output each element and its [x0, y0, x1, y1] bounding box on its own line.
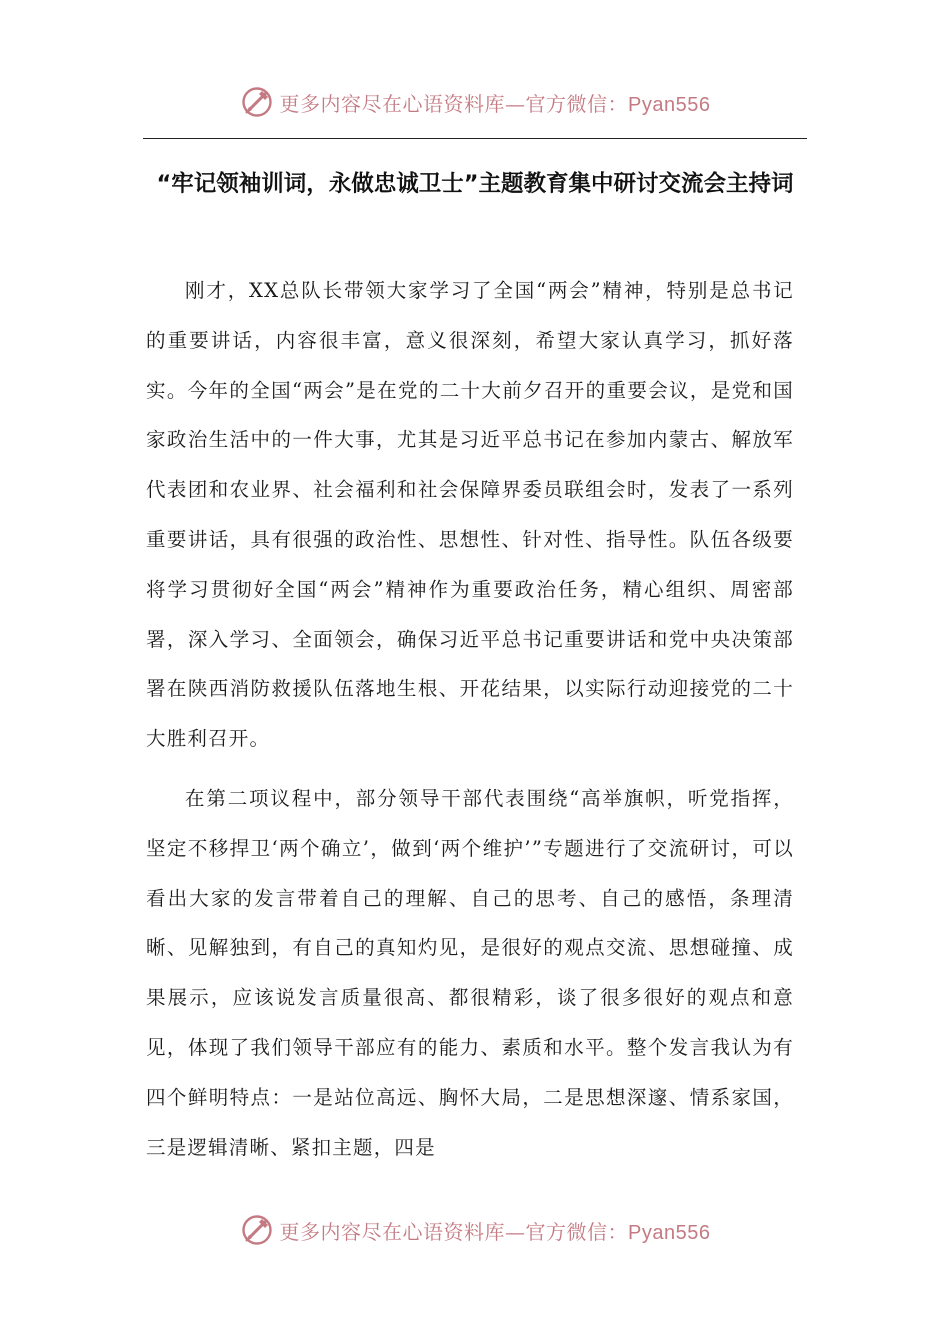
document-title: “牢记领袖训词，永做忠诚卫士”主题教育集中研讨交流会主持词 — [156, 171, 794, 197]
watermark-text — [280, 88, 711, 117]
header-divider — [143, 138, 807, 139]
paragraph-2: 在第二项议程中，部分领导干部代表围绕“高举旗帜，听党指挥，坚定不移捍卫‘两个确立’，做到‘两个维护’”专题进行了交流研讨，可以看出大家的发言带着自己的理解、自己的思考、自己的感悟，条理清晰、见解独到，有自己的真知灼见，是很好的观点交流、思想碰撞、成果展示，应该说发言质量很高、都很精彩，谈了很多很好的观点和意见，体现了我们领导干部应有的能力、素质和水平。整个发言我认为有四个鲜明特点：一是站位高远、胸怀大局，二是思想深邃、情系家国，三是逻辑清晰、紧扣主题，四是 — [146, 786, 794, 1159]
brush-logo-icon — [240, 1213, 274, 1247]
paragraph-1: 刚才，XX总队长带领大家学习了全国“两会”精神，特别是总书记的重要讲话，内容很丰富，意义很深刻，希望大家认真学习，抓好落实。今年的全国“两会”是在党的二十大前夕召开的重要会议，是党和国家政治生活中的一件大事，尤其是习近平总书记在参加内蒙古、解放军代表团和农业界、社会福利和社会保障界委员联组会时，发表了一系列重要讲话，具有很强的政治性、思想性、针对性、指导性。队伍各级要将学习贯彻好全国“两会”精神作为重要政治任务，精心组织、周密部署，深入学习、全面领会，确保习近平总书记重要讲话和党中央决策部署在陕西消防救援队伍落地生根、开花结果，以实际行动迎接党的二十大胜利召开。 — [146, 279, 794, 751]
wechat-handle: Pyan556 — [628, 93, 711, 116]
wechat-handle: Pyan556 — [628, 1221, 711, 1244]
footer-watermark-banner — [0, 1208, 950, 1252]
watermark-label: 更多内容尽在心语资料库—官方微信： — [279, 91, 629, 116]
watermark-text — [280, 1216, 711, 1245]
header-watermark-banner — [0, 80, 950, 124]
brush-logo-icon — [240, 85, 274, 119]
document-body — [146, 266, 794, 1182]
watermark-label: 更多内容尽在心语资料库—官方微信： — [279, 1219, 629, 1244]
